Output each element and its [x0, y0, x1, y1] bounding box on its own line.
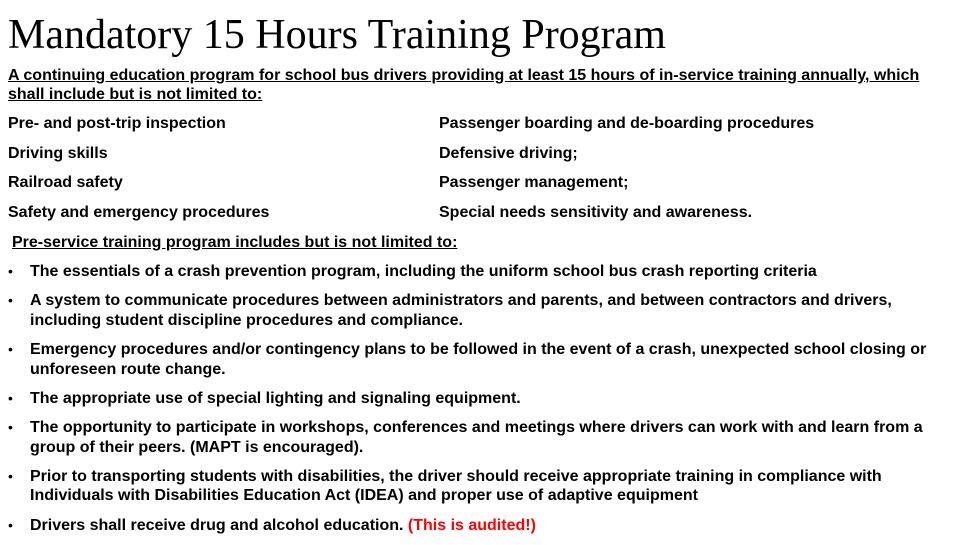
topic-item: Defensive driving; — [439, 144, 578, 162]
list-item — [8, 467, 952, 506]
audited-note: (This is audited!) — [407, 516, 536, 534]
topic-item: Special needs sensitivity and awareness. — [439, 203, 753, 221]
list-item-text: Drivers shall receive drug and alcohol education. — [30, 516, 404, 534]
preservice-heading: Pre-service training program includes but is not limited to: — [12, 234, 458, 251]
list-item-text: The appropriate use of special lighting and signaling equipment. — [30, 389, 521, 407]
bullet-icon: • — [8, 419, 13, 436]
topics-grid — [8, 114, 948, 232]
topic-item: Passenger management; — [439, 174, 629, 192]
bullet-icon: • — [8, 467, 13, 484]
page-title: Mandatory 15 Hours Training Program — [8, 12, 666, 58]
list-item — [8, 291, 952, 330]
list-item — [8, 262, 952, 282]
list-item — [8, 389, 952, 409]
list-item-text: Emergency procedures and/or contingency plans to be followed in the event of a crash, unexpected school closing or unforeseen route change. — [30, 341, 927, 378]
list-item-text: The opportunity to participate in workshops, conferences and meetings where drivers can work with and learn from a group of their peers. (MAPT is encouraged). — [30, 419, 923, 456]
topic-item: Safety and emergency procedures — [8, 203, 270, 221]
bullet-icon: • — [8, 263, 13, 279]
bullet-icon: • — [8, 341, 13, 358]
topic-item: Railroad safety — [8, 174, 123, 192]
topic-item: Passenger boarding and de-boarding procedures — [439, 115, 815, 132]
bullet-icon: • — [8, 516, 13, 533]
intro-paragraph: A continuing education program for school bus drivers providing at least 15 hours of in-service training annually, which shall include but is not limited to: — [8, 67, 920, 103]
list-item — [8, 516, 952, 536]
preservice-list — [8, 262, 952, 545]
list-item-text: A system to communicate procedures between administrators and parents, and between contractors and drivers, including student discipline procedures and compliance. — [30, 292, 892, 329]
bullet-icon: • — [8, 292, 13, 309]
list-item-text: The essentials of a crash prevention program, including the uniform school bus crash reporting criteria — [30, 263, 817, 280]
list-item — [8, 340, 952, 379]
topic-item: Driving skills — [8, 144, 108, 162]
list-item-text: Prior to transporting students with disabilities, the driver should receive appropriate training in compliance with Individuals with Disabilities Education Act (IDEA) and proper use of adaptive equipment — [30, 467, 882, 505]
list-item — [8, 418, 952, 457]
topic-item: Pre- and post-trip inspection — [8, 115, 226, 132]
bullet-icon: • — [8, 389, 13, 406]
